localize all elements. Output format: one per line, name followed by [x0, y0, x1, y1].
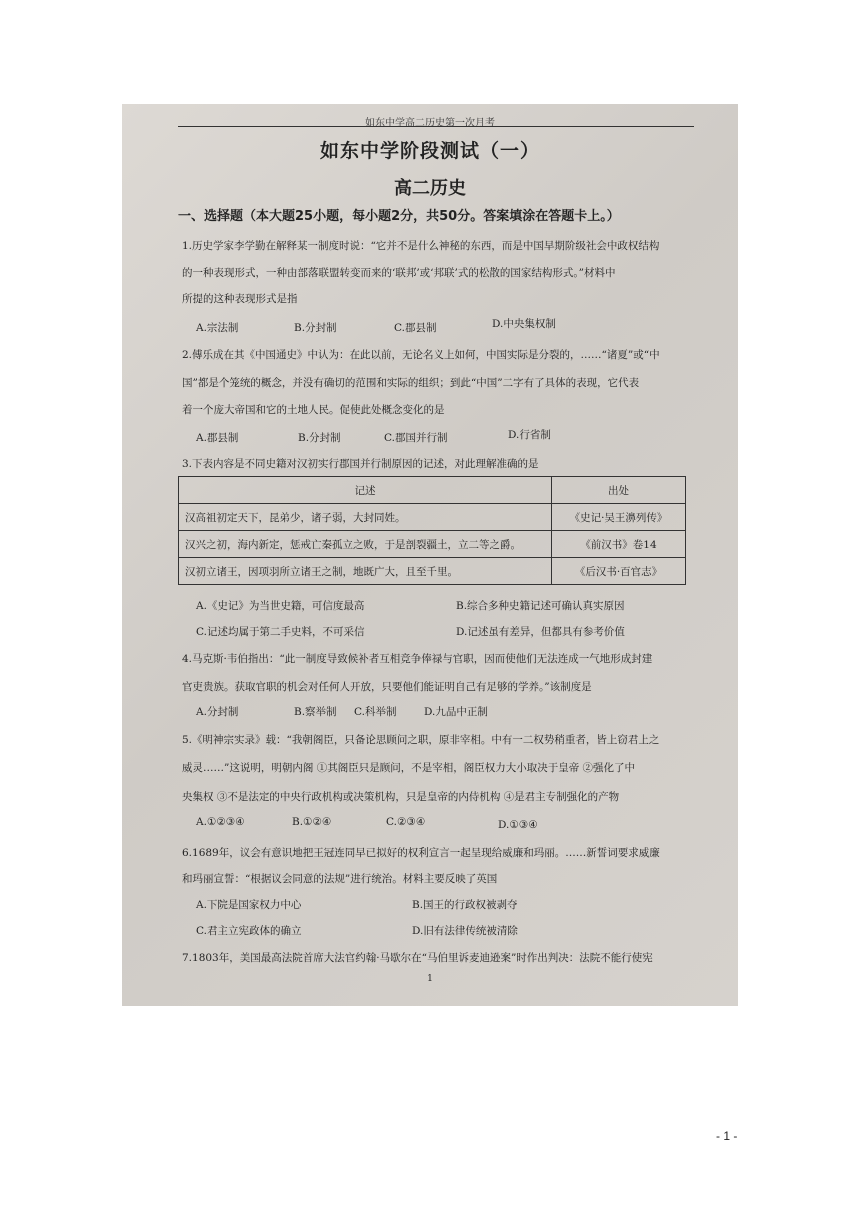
question-5-option-b: B.①②④	[292, 816, 332, 828]
question-5-option-a: A.①②③④	[196, 816, 245, 828]
question-6-line: 和玛丽宣誓：“根据议会同意的法规”进行统治。材料主要反映了英国	[182, 873, 498, 885]
question-1-option-c: C.郡县制	[394, 322, 437, 334]
question-1-line: 1.历史学家李学勤在解释某一制度时说：“它并不是什么神秘的东西，而是中国早期阶级社会中政权结构	[182, 240, 660, 252]
question-6-option-b: B.国王的行政权被剥夺	[412, 899, 518, 911]
question-4-option-c: C.科举制	[354, 706, 397, 718]
header-rule	[178, 126, 694, 127]
question-3-option-d: D.记述虽有差异，但都具有参考价值	[456, 626, 625, 638]
question-1-option-b: B.分封制	[294, 322, 337, 334]
table-cell: 汉高祖初定天下，昆弟少，诸子弱，大封同姓。	[179, 504, 552, 531]
table-cell: 《史记·吴王濞列传》	[552, 504, 686, 531]
question-2-option-b: B.分封制	[298, 432, 341, 444]
question-6-option-c: C.君主立宪政体的确立	[196, 925, 302, 937]
inner-page-number: 1	[427, 974, 433, 984]
section-heading: 一、选择题（本大题25小题，每小题2分，共50分。答案填涂在答题卡上。）	[178, 209, 620, 224]
table-header: 出处	[552, 477, 686, 504]
table-cell: 《后汉书·百官志》	[552, 558, 686, 585]
question-4-option-d: D.九品中正制	[424, 706, 488, 718]
question-2-option-d: D.行省制	[508, 429, 551, 441]
table-row	[179, 504, 686, 531]
question-4-line: 4.马克斯·韦伯指出：“此一制度导致候补者互相竞争俸禄与官职，因而使他们无法连成一气地形成封建	[182, 653, 653, 665]
exam-title: 如东中学阶段测试（一）	[319, 140, 540, 162]
question-2-option-c: C.郡国并行制	[384, 432, 448, 444]
scanned-exam-photo	[122, 104, 738, 1006]
question-1-line: 所提的这种表现形式是指	[182, 293, 298, 305]
question-1-line: 的一种表现形式，一种由部落联盟转变而来的‘联邦’或‘邦联’式的松散的国家结构形式。”材料中	[182, 267, 616, 279]
question-7-line: 7.1803年，美国最高法院首席大法官约翰·马歇尔在“马伯里诉麦迪逊案”时作出判决：法院不能行使宪	[182, 952, 653, 964]
question-6-option-d: D.旧有法律传统被清除	[412, 925, 518, 937]
page-number: - 1 -	[716, 1129, 738, 1143]
question-3-option-c: C.记述均属于第二手史料，不可采信	[196, 626, 365, 638]
question-4-line: 官吏贵族。获取官职的机会对任何人开放，只要他们能证明自己有足够的学养。”该制度是	[182, 681, 592, 693]
question-2-line: 着一个庞大帝国和它的土地人民。促使此处概念变化的是	[182, 404, 445, 416]
table-cell: 汉初立诸王，因项羽所立诸王之制，地既广大，且至千里。	[179, 558, 552, 585]
question-2-option-a: A.郡县制	[196, 432, 239, 444]
question-3-option-b: B.综合多种史籍记述可确认真实原因	[456, 600, 625, 612]
sources-table	[178, 476, 686, 585]
question-5-option-c: C.②③④	[386, 816, 426, 828]
running-header: 如东中学高二历史第一次月考	[365, 118, 495, 129]
question-5-line: 央集权 ③不是法定的中央行政机构或决策机构，只是皇帝的内侍机构 ④是君主专制强化的产物	[182, 791, 620, 803]
question-4-option-b: B.察举制	[294, 706, 337, 718]
table-cell: 《前汉书》卷14	[552, 531, 686, 558]
table-header: 记述	[179, 477, 552, 504]
table-cell: 汉兴之初，海内新定，惩戒亡秦孤立之败，于是剖裂疆土，立二等之爵。	[179, 531, 552, 558]
table-row	[179, 558, 686, 585]
question-4-option-a: A.分封制	[196, 706, 239, 718]
table-row	[179, 531, 686, 558]
question-6-option-a: A.下院是国家权力中心	[196, 899, 302, 911]
exam-subject: 高二历史	[394, 178, 466, 199]
question-1-option-d: D.中央集权制	[492, 318, 556, 330]
question-3-stem: 3.下表内容是不同史籍对汉初实行郡国并行制原因的记述，对此理解准确的是	[182, 458, 539, 470]
question-2-line: 国”都是个笼统的概念，并没有确切的范围和实际的组织；到此“中国”二字有了具体的表现，它代表	[182, 377, 640, 389]
question-5-line: 威灵……”这说明，明朝内阁 ①其阁臣只是顾问，不是宰相，阁臣权力大小取决于皇帝 ②强化了中	[182, 762, 636, 774]
question-5-option-d: D.①③④	[498, 819, 538, 831]
question-6-line: 6.1689年，议会有意识地把王冠连同早已拟好的权利宣言一起呈现给威廉和玛丽。……新誓词要求威廉	[182, 847, 660, 859]
question-2-line: 2.傅乐成在其《中国通史》中认为：在此以前，无论名义上如何，中国实际是分裂的，……“诸夏”或“中	[182, 349, 660, 361]
question-5-line: 5.《明神宗实录》载：“我朝阁臣，只备论思顾问之职，原非宰相。中有一二权势稍重者，皆上窃君上之	[182, 734, 660, 746]
question-1-option-a: A.宗法制	[196, 322, 239, 334]
question-3-option-a: A.《史记》为当世史籍，可信度最高	[196, 600, 365, 612]
